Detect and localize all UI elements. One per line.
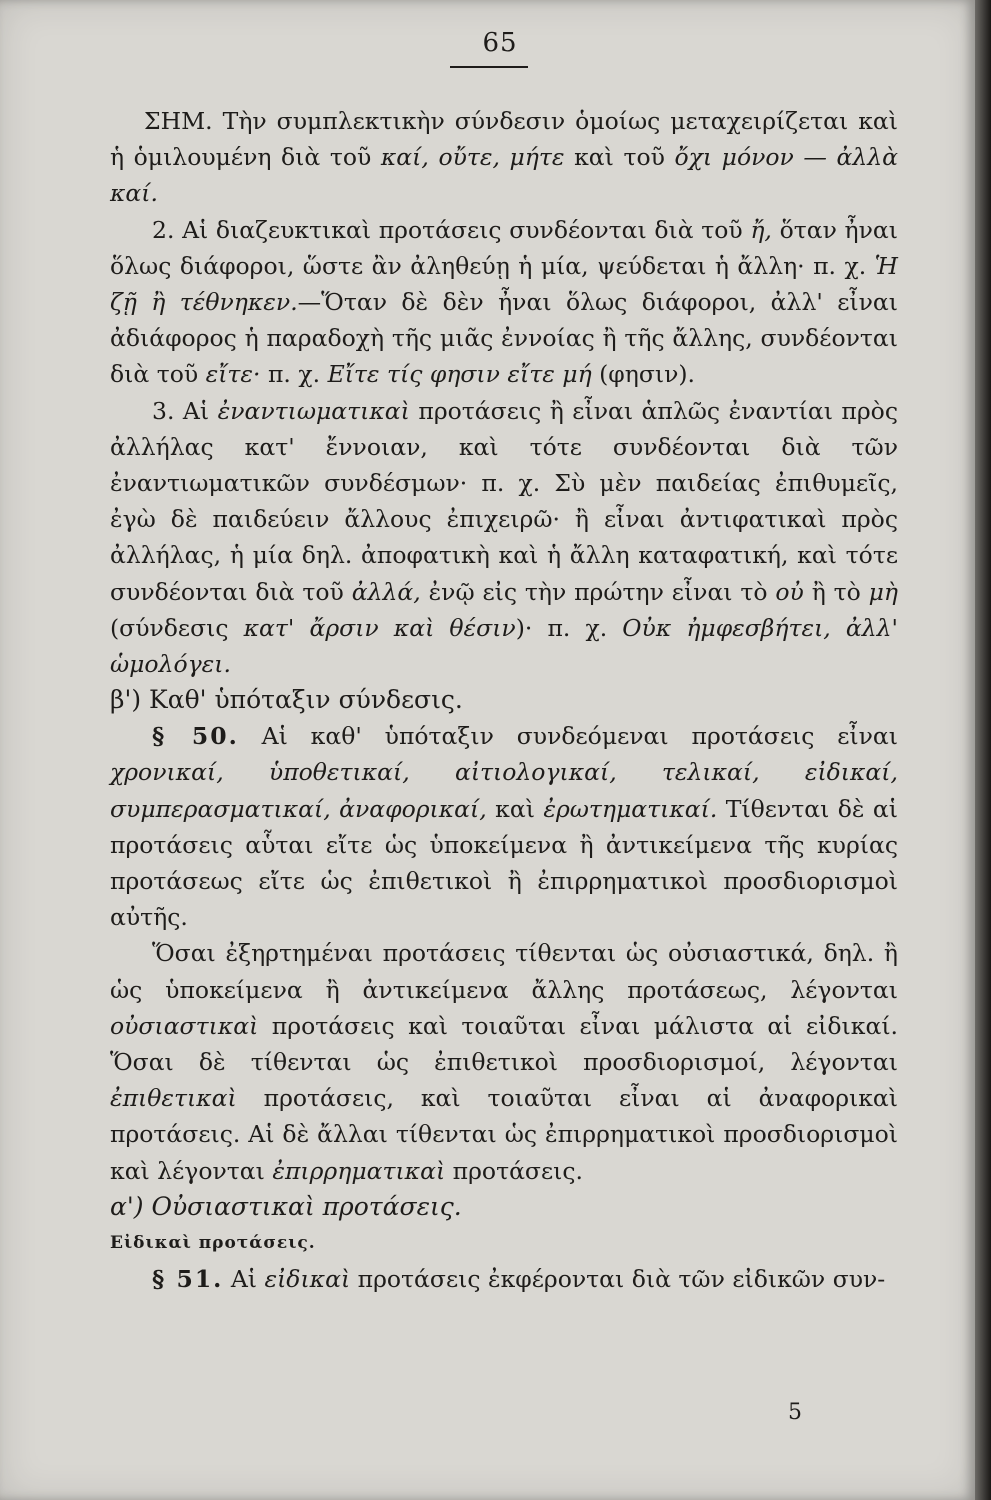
paragraph-osai: Ὅσαι ἐξηρτημέναι προτάσεις τίθενται ὡς οὐσιαστικά, δηλ. ἢ ὡς ὑποκείμενα ἢ ἀντικείμενα ἄλλης προτάσεως, λέγονται οὐσιαστικαὶ προτάσεις καὶ τοιαῦται εἶναι μάλιστα αἱ εἰδικαί. Ὅσαι δὲ τίθενται ὡς ἐπιθετικοὶ προσδιορισμοί, λέγονται ἐπιθετικαὶ προτάσεις, καὶ τοιαῦται εἶναι αἱ ἀναφορικαὶ προτάσεις. Αἱ δὲ ἄλλαι τίθενται ὡς ἐπιρρηματικοὶ προσδιορισμοὶ καὶ λέγονται ἐπιρρηματικαὶ προτάσεις. xyxy=(110,939,898,1185)
header-rule xyxy=(450,66,528,68)
note-paragraph: ΣΗΜ. Τὴν συμπλεκτικὴν σύνδεσιν ὁμοίως μεταχειρίζεται καὶ ἡ ὁμιλουμένη διὰ τοῦ καί, οὔτε, μήτε καὶ τοῦ ὄχι μόνον — ἀλλὰ καί. xyxy=(110,107,899,208)
paragraph-2: 2. Αἱ διαζευκτικαὶ προτάσεις συνδέονται διὰ τοῦ ἤ, ὅταν ἦναι ὅλως διάφοροι, ὥστε ἂν ἀληθεύῃ ἡ μία, ψεύδεται ἡ ἄλλη· π. χ. Ἡ ζῇ ἢ τέθνηκεν.—Ὅταν δὲ δὲν ἦναι ὅλως διάφοροι, ἀλλ' εἶναι ἀδιάφορος ἡ παραδοχὴ τῆς μιᾶς ἐννοίας ἢ τῆς ἄλλης, συνδέονται διὰ τοῦ εἴτε· π. χ. Εἴτε τίς φησιν εἴτε μή (φησιν). xyxy=(110,215,898,389)
section-50: § 50. Αἱ καθ' ὑπόταξιν συνδεόμεναι προτάσεις εἶναι χρονικαί, ὑποθετικαί, αἰτιολογικαί, τελικαί, εἰδικαί, συμπερασματικαί, ἀναφορικαί, καὶ ἐρωτηματικαί. Τίθενται δὲ αἱ προτάσεις αὗται εἴτε ὡς ὑποκείμενα ἢ ἀντικείμενα τῆς κυρίας προτάσεως εἴτε ὡς ἐπιθετικοὶ ἢ ἐπιρρηματικοὶ προσδιορισμοὶ αὐτῆς. xyxy=(110,722,898,932)
note-label: ΣΗΜ. xyxy=(144,107,213,135)
section-50-mark: § 50. xyxy=(152,722,239,751)
section-heading-b: β') Καθ' ὑπόταξιν σύνδεσις. xyxy=(110,685,463,715)
section-51: § 51. Αἱ εἰδικαὶ προτάσεις ἐκφέρονται διὰ τῶν εἰδικῶν συν- xyxy=(152,1264,886,1293)
section-heading-a: α') Οὐσιαστικαὶ προτάσεις. xyxy=(110,1191,462,1221)
page-number: 65 xyxy=(482,28,518,58)
section-51-mark: § 51. xyxy=(152,1264,224,1293)
page-body xyxy=(110,103,898,1297)
page-edge-shadow xyxy=(975,0,991,1500)
subheading-eidikai: Εἰδικαὶ προτάσεις. xyxy=(110,1232,316,1253)
signature-mark: 5 xyxy=(788,1400,802,1425)
paragraph-3: 3. Αἱ ἐναντιωματικαὶ προτάσεις ἢ εἶναι ἁπλῶς ἐναντίαι πρὸς ἀλλήλας κατ' ἔννοιαν, καὶ τότε συνδέονται διὰ τῶν ἐναντιωματικῶν συνδέσμων· π. χ. Σὺ μὲν παιδείας ἐπιθυμεῖς, ἐγὼ δὲ παιδεύειν ἄλλους ἐπιχειρῶ· ἢ εἶναι ἀντιφατικαὶ πρὸς ἀλλήλας, ἡ μία δηλ. ἀποφατικὴ καὶ ἡ ἄλλη καταφατική, καὶ τότε συνδέονται διὰ τοῦ ἀλλά, ἐνῷ εἰς τὴν πρώτην εἶναι τὸ οὐ ἢ τὸ μὴ (σύνδεσις κατ' ἄρσιν καὶ θέσιν)· π. χ. Οὐκ ἠμφεσβήτει, ἀλλ' ὡμολόγει. xyxy=(110,396,898,679)
